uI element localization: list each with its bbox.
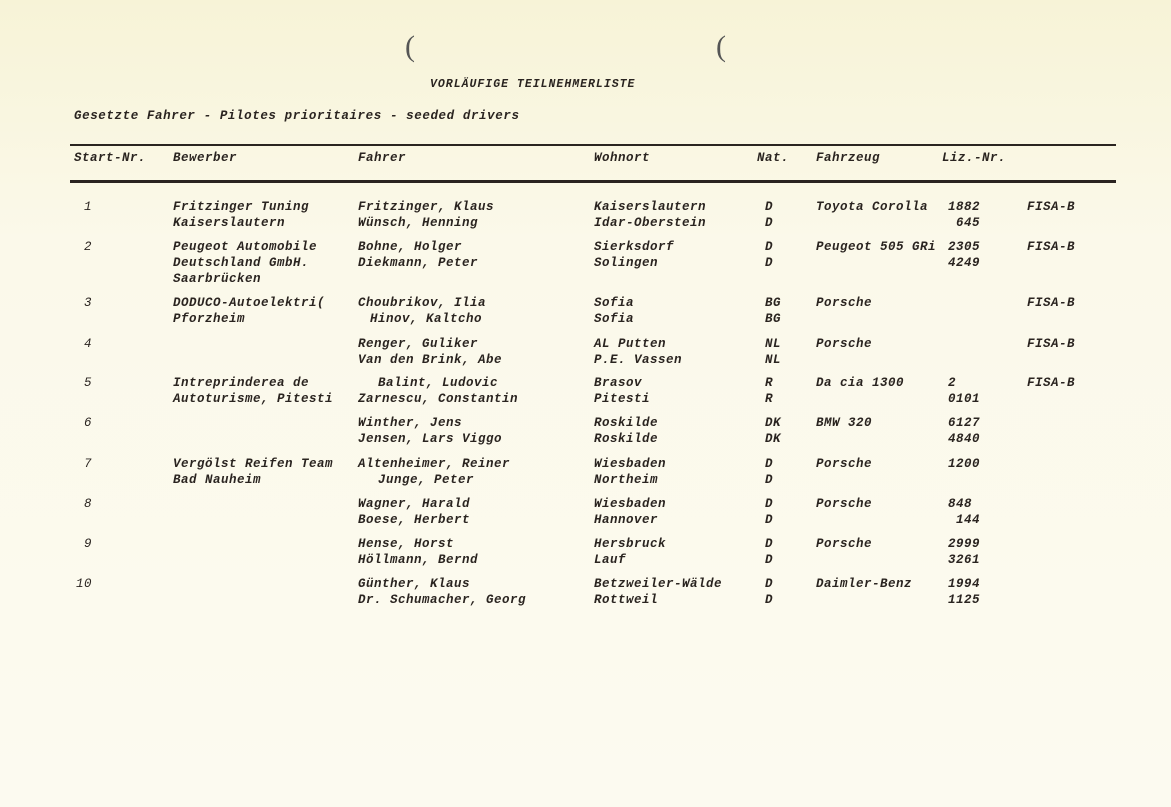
- entry-bewerber: DODUCO-Autoelektri(: [173, 296, 326, 310]
- page-subtitle: Gesetzte Fahrer - Pilotes prioritaires - seeded drivers: [74, 109, 520, 123]
- entry-fahrer: Günther, Klaus: [358, 577, 471, 591]
- entry-fahrer: Jensen, Lars Viggo: [358, 432, 503, 446]
- entry-fahrer: Junge, Peter: [378, 473, 475, 487]
- entry-liz: 4249: [948, 256, 981, 270]
- entry-nat: DK: [765, 416, 782, 430]
- entry-fisa: FISA-B: [1027, 337, 1076, 351]
- entry-wohnort: AL Putten: [594, 337, 667, 351]
- entry-wohnort: Betzweiler-Wälde: [594, 577, 723, 591]
- entry-bewerber: Deutschland GmbH.: [173, 256, 310, 270]
- entry-liz: 3261: [948, 553, 981, 567]
- entry-fisa: FISA-B: [1027, 200, 1076, 214]
- entry-fahrer: Höllmann, Bernd: [358, 553, 479, 567]
- entry-liz: 2: [948, 376, 957, 390]
- entry-fahrzeug: Porsche: [816, 296, 873, 310]
- entry-fahrzeug: Daimler-Benz: [816, 577, 913, 591]
- entry-start-nr: 9: [84, 537, 93, 551]
- entry-fisa: FISA-B: [1027, 376, 1076, 390]
- entry-wohnort: Sofia: [594, 312, 635, 326]
- entry-bewerber: Fritzinger Tuning: [173, 200, 310, 214]
- entry-liz: 1994: [948, 577, 981, 591]
- entry-nat: D: [765, 473, 774, 487]
- entry-bewerber: Intreprinderea de: [173, 376, 310, 390]
- entry-fahrzeug: BMW 320: [816, 416, 873, 430]
- entry-wohnort: Solingen: [594, 256, 659, 270]
- entry-liz: 645: [956, 216, 981, 230]
- entry-fahrer: Winther, Jens: [358, 416, 463, 430]
- entry-fahrer: Fritzinger, Klaus: [358, 200, 495, 214]
- entry-fahrzeug: Porsche: [816, 497, 873, 511]
- col-header-fahrzeug: Fahrzeug: [816, 151, 881, 165]
- entry-start-nr: 10: [76, 577, 93, 591]
- entry-start-nr: 7: [84, 457, 93, 471]
- entry-nat: BG: [765, 312, 782, 326]
- entry-nat: D: [765, 457, 774, 471]
- entry-nat: NL: [765, 337, 782, 351]
- entry-bewerber: Kaiserslautern: [173, 216, 286, 230]
- entry-fisa: FISA-B: [1027, 240, 1076, 254]
- entry-fahrer: Hense, Horst: [358, 537, 455, 551]
- entry-fahrer: Dr. Schumacher, Georg: [358, 593, 527, 607]
- entry-fahrer: Choubrikov, Ilia: [358, 296, 487, 310]
- entry-nat: DK: [765, 432, 782, 446]
- entry-fahrer: Hinov, Kaltcho: [370, 312, 483, 326]
- entry-nat: D: [765, 593, 774, 607]
- entry-fahrzeug: Toyota Corolla: [816, 200, 929, 214]
- header-rule-top: [70, 144, 1116, 146]
- entry-start-nr: 2: [84, 240, 93, 254]
- entry-wohnort: Rottweil: [594, 593, 659, 607]
- entry-bewerber: Vergölst Reifen Team: [173, 457, 334, 471]
- entry-fahrer: Wagner, Harald: [358, 497, 471, 511]
- entry-fahrer: Altenheimer, Reiner: [358, 457, 511, 471]
- header-rule-bottom: [70, 180, 1116, 183]
- entry-nat: D: [765, 577, 774, 591]
- entry-liz: 2305: [948, 240, 981, 254]
- entry-fahrer: Balint, Ludovic: [378, 376, 499, 390]
- entry-fahrer: Diekmann, Peter: [358, 256, 479, 270]
- col-header-fahrer: Fahrer: [358, 151, 407, 165]
- entry-wohnort: Wiesbaden: [594, 497, 667, 511]
- entry-fahrer: Bohne, Holger: [358, 240, 463, 254]
- entry-fahrzeug: Porsche: [816, 537, 873, 551]
- entry-liz: 4840: [948, 432, 981, 446]
- entry-wohnort: Idar-Oberstein: [594, 216, 707, 230]
- entry-fahrzeug: Porsche: [816, 337, 873, 351]
- entry-wohnort: Hannover: [594, 513, 659, 527]
- entry-nat: D: [765, 513, 774, 527]
- entry-start-nr: 8: [84, 497, 93, 511]
- entry-bewerber: Bad Nauheim: [173, 473, 262, 487]
- entry-nat: D: [765, 537, 774, 551]
- entry-nat: R: [765, 392, 774, 406]
- entry-bewerber: Pforzheim: [173, 312, 246, 326]
- entry-liz: 0101: [948, 392, 981, 406]
- entry-nat: R: [765, 376, 774, 390]
- entry-wohnort: Lauf: [594, 553, 627, 567]
- entry-bewerber: Autoturisme, Pitesti: [173, 392, 334, 406]
- entry-wohnort: Sierksdorf: [594, 240, 675, 254]
- entry-wohnort: Northeim: [594, 473, 659, 487]
- entry-liz: 2999: [948, 537, 981, 551]
- entry-wohnort: Brasov: [594, 376, 643, 390]
- col-header-bewerber: Bewerber: [173, 151, 238, 165]
- entry-wohnort: Hersbruck: [594, 537, 667, 551]
- entry-fahrer: Boese, Herbert: [358, 513, 471, 527]
- entry-start-nr: 3: [84, 296, 93, 310]
- entry-liz: 144: [956, 513, 981, 527]
- entry-fahrer: Renger, Guliker: [358, 337, 479, 351]
- entry-fahrzeug: Da cia 1300: [816, 376, 905, 390]
- page-title: VORLÄUFIGE TEILNEHMERLISTE: [430, 78, 636, 91]
- entry-nat: D: [765, 256, 774, 270]
- entry-fahrzeug: Peugeot 505 GRi: [816, 240, 937, 254]
- entry-fahrer: Wünsch, Henning: [358, 216, 479, 230]
- col-header-wohnort: Wohnort: [594, 151, 651, 165]
- entry-nat: D: [765, 216, 774, 230]
- entry-start-nr: 6: [84, 416, 93, 430]
- punch-mark-right: (: [716, 30, 726, 63]
- entry-nat: D: [765, 200, 774, 214]
- entry-fahrer: Zarnescu, Constantin: [358, 392, 519, 406]
- entry-liz: 1882: [948, 200, 981, 214]
- entry-bewerber: Peugeot Automobile: [173, 240, 318, 254]
- entry-start-nr: 5: [84, 376, 93, 390]
- entry-nat: D: [765, 497, 774, 511]
- entry-wohnort: Roskilde: [594, 432, 659, 446]
- entry-fahrzeug: Porsche: [816, 457, 873, 471]
- entry-wohnort: Kaiserslautern: [594, 200, 707, 214]
- entry-liz: 1200: [948, 457, 981, 471]
- entry-nat: D: [765, 553, 774, 567]
- entry-fahrer: Van den Brink, Abe: [358, 353, 503, 367]
- entry-start-nr: 4: [84, 337, 93, 351]
- entry-wohnort: Wiesbaden: [594, 457, 667, 471]
- entry-start-nr: 1: [84, 200, 93, 214]
- entry-liz: 6127: [948, 416, 981, 430]
- entry-nat: D: [765, 240, 774, 254]
- entry-liz: 1125: [948, 593, 981, 607]
- col-header-nat: Nat.: [757, 151, 790, 165]
- entry-wohnort: Pitesti: [594, 392, 651, 406]
- col-header-start-nr: Start-Nr.: [74, 151, 147, 165]
- entry-wohnort: Sofia: [594, 296, 635, 310]
- entry-fisa: FISA-B: [1027, 296, 1076, 310]
- punch-mark-left: (: [405, 30, 415, 63]
- entry-bewerber: Saarbrücken: [173, 272, 262, 286]
- entry-wohnort: P.E. Vassen: [594, 353, 683, 367]
- col-header-liz: Liz.-Nr.: [942, 151, 1007, 165]
- entry-wohnort: Roskilde: [594, 416, 659, 430]
- entry-nat: BG: [765, 296, 782, 310]
- entry-liz: 848: [948, 497, 973, 511]
- entry-nat: NL: [765, 353, 782, 367]
